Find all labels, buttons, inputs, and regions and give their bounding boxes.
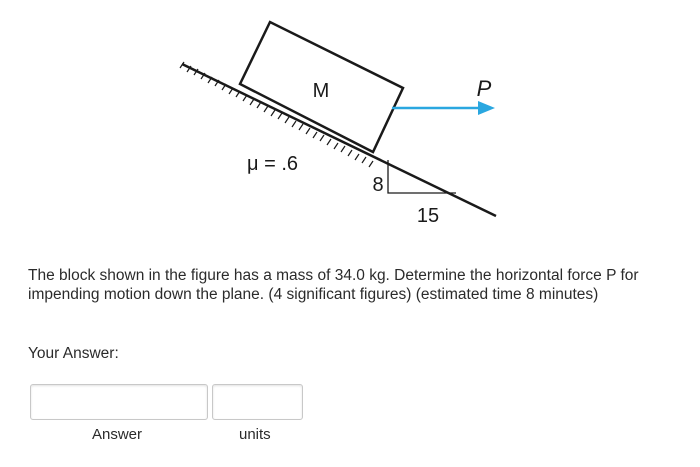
block-label: M	[312, 80, 330, 102]
slope-triangle	[388, 160, 456, 193]
slope-horizontal-label: 15	[416, 205, 440, 227]
slope-vertical-label: 8	[372, 174, 384, 196]
question-text: The block shown in the figure has a mass of 34.0 kg. Determine the horizontal force P for impending motion down the plane. (4 significant figures) (estimated time 8 minutes)	[28, 267, 639, 303]
units-field-label: units	[239, 426, 271, 443]
units-input[interactable]	[212, 384, 303, 420]
friction-coefficient: μ = .6	[247, 153, 298, 175]
force-label: P	[476, 76, 492, 101]
answer-input[interactable]	[30, 384, 208, 420]
your-answer-heading: Your Answer:	[28, 345, 119, 362]
force-arrow-head	[478, 101, 495, 115]
answer-field-label: Answer	[92, 426, 143, 443]
